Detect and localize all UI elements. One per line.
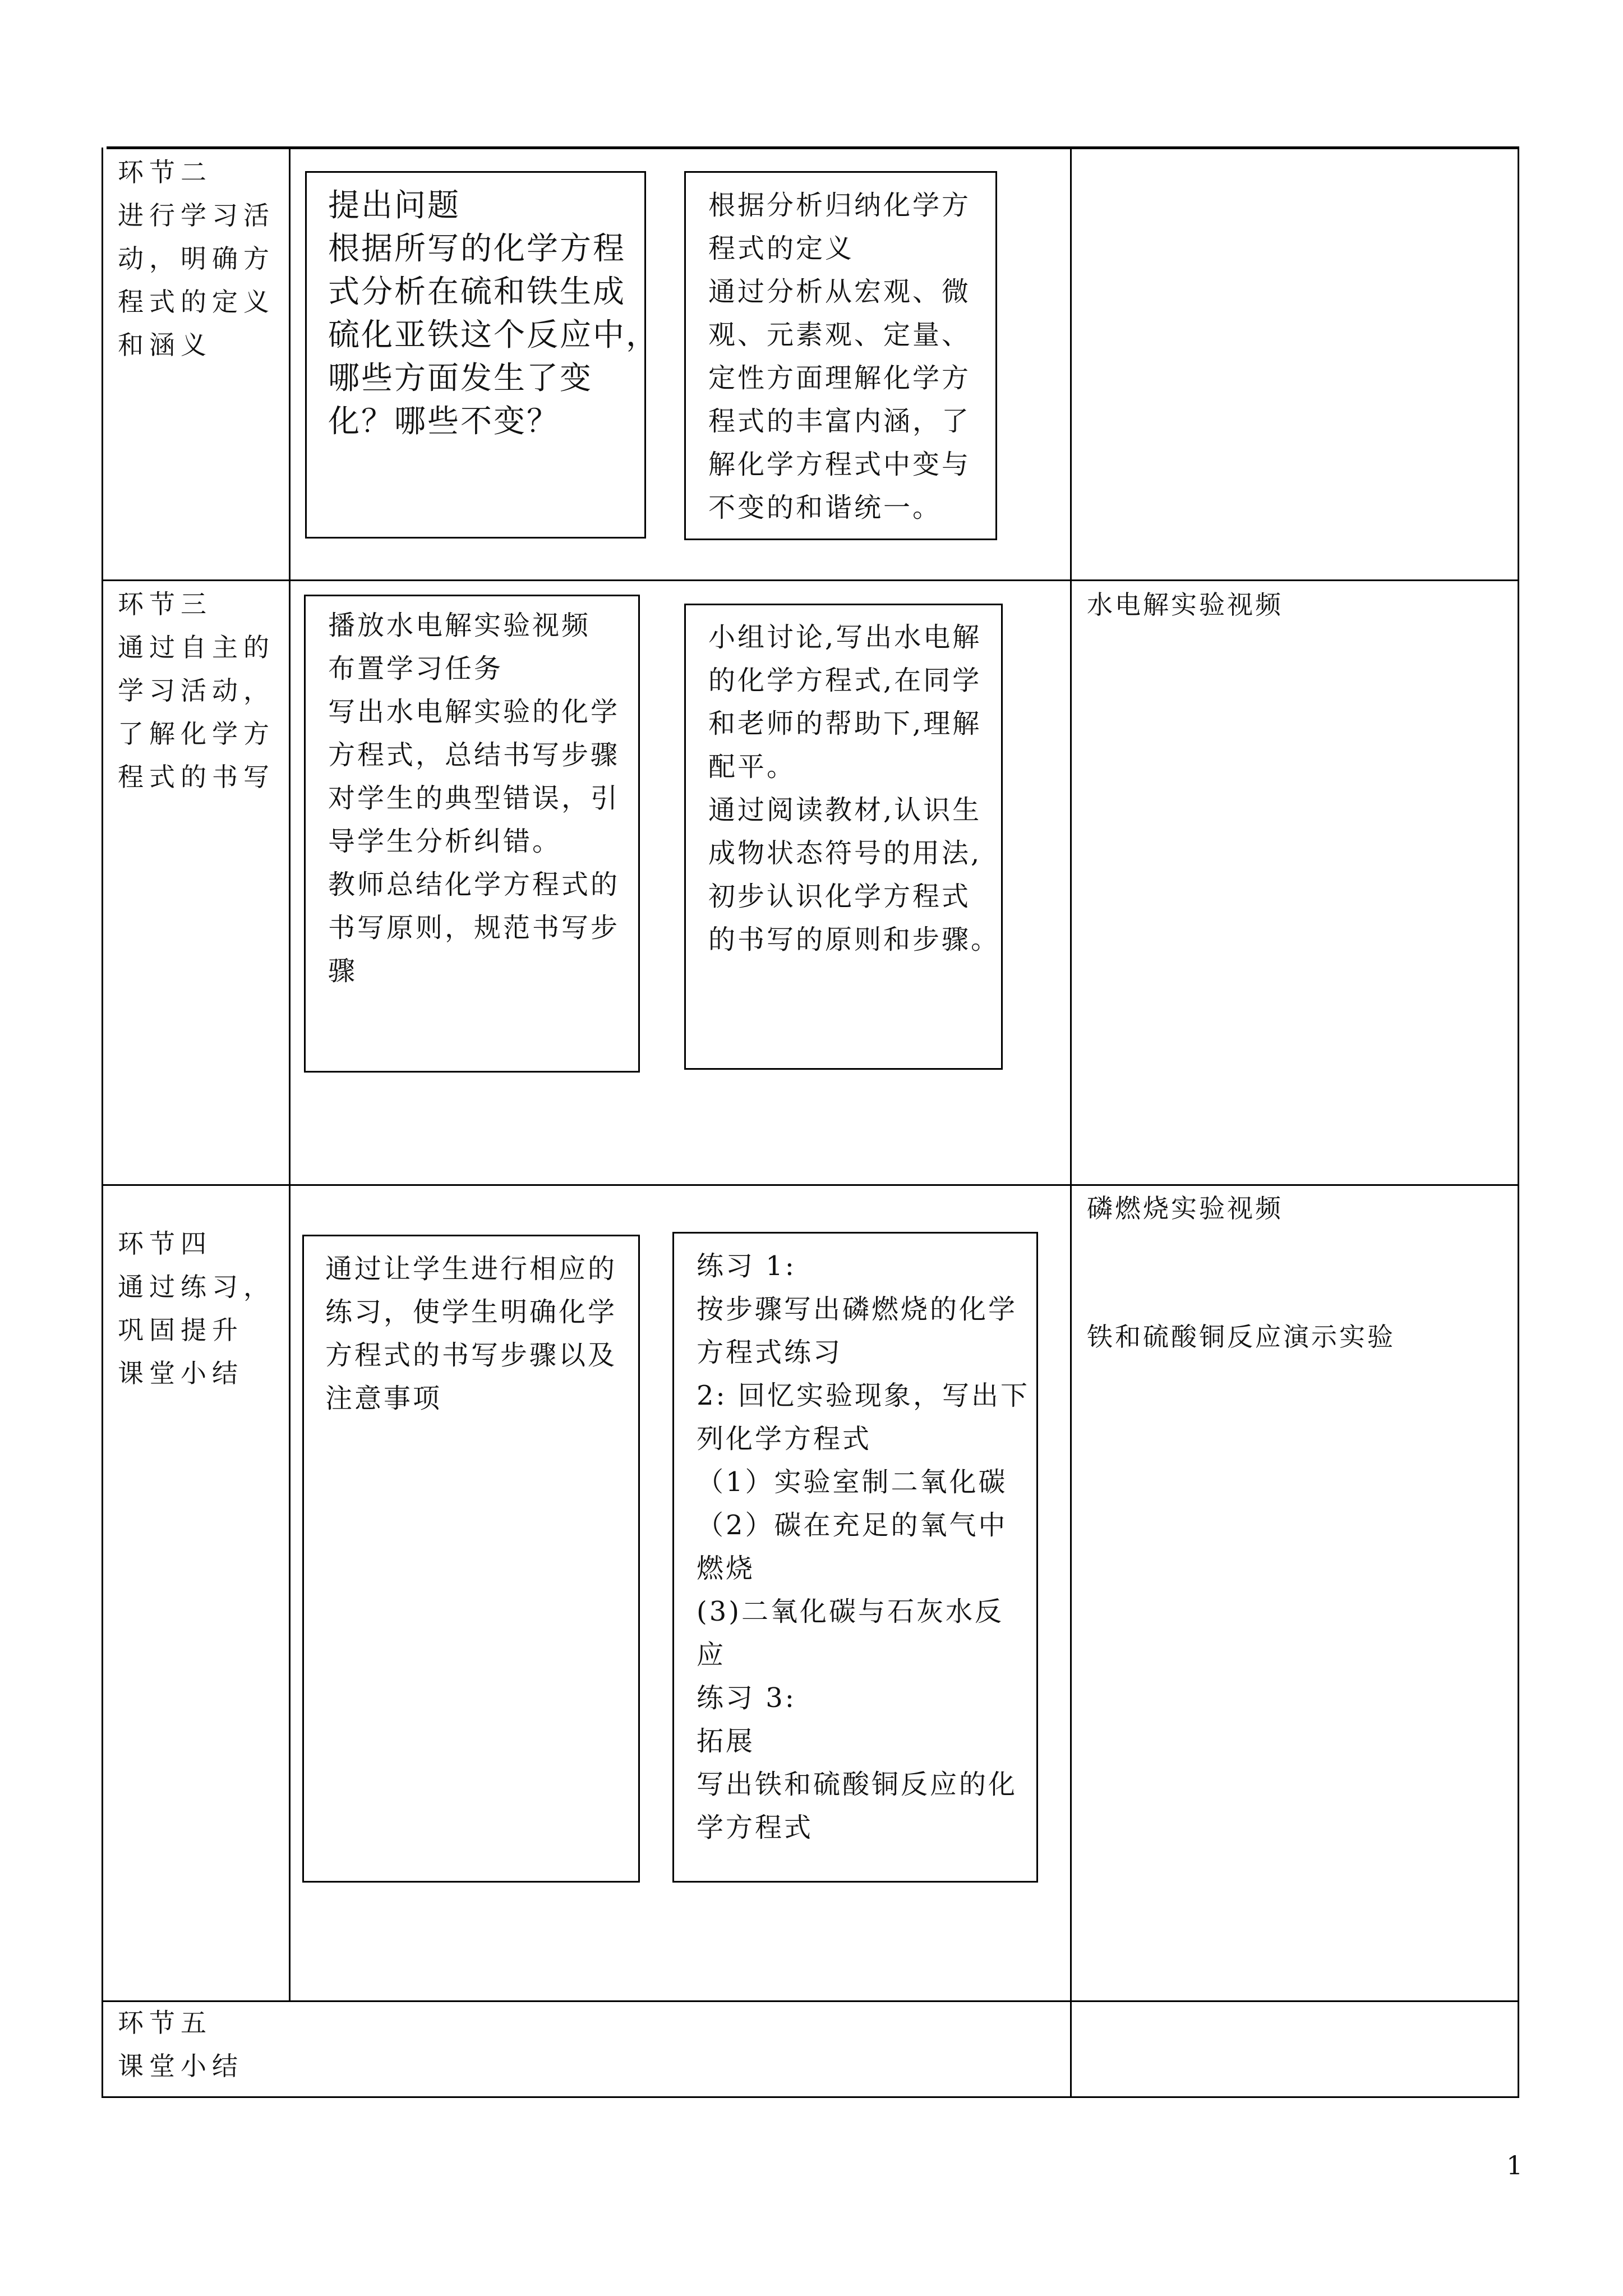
text-line: 式分析在硫和铁生成 xyxy=(328,274,626,310)
text-line: 燃烧 xyxy=(697,1553,755,1584)
text-line: 学方程式 xyxy=(697,1812,814,1843)
text-line: 化？哪些不变？ xyxy=(328,403,560,440)
student-activity-box xyxy=(684,171,997,540)
stage-label xyxy=(118,1222,275,1395)
text-line: 课堂小结 xyxy=(118,2051,243,2081)
text-line: 按步骤写出磷燃烧的化学 xyxy=(697,1294,1018,1325)
text-line: 布置学习任务 xyxy=(328,653,504,684)
text-line: 方程式，总结书写步骤 xyxy=(328,739,620,771)
text-line: 不变的和谐统一。 xyxy=(708,492,942,523)
text-line: 对学生的典型错误，引 xyxy=(328,783,620,814)
text-line: 和老师的帮助下,理解 xyxy=(708,708,982,739)
text-line: (3)二氧化碳与石灰水反 xyxy=(697,1596,1004,1627)
text-line: 方程式的书写步骤以及 xyxy=(325,1340,617,1371)
text-line: 练习 3: xyxy=(697,1682,796,1714)
text-line: 巩固提升 xyxy=(118,1315,243,1345)
text-line: 播放水电解实验视频 xyxy=(328,610,591,641)
table-column-divider xyxy=(289,148,291,2001)
text-line: 解化学方程式中变与 xyxy=(708,449,971,480)
text-line: 教师总结化学方程式的 xyxy=(328,869,620,900)
resource-text: 铁和硫酸铜反应演示实验 xyxy=(1087,1322,1395,1352)
table-left-rule xyxy=(102,148,103,2098)
text-line: 小组讨论,写出水电解 xyxy=(708,622,982,653)
text-line: 环节三 xyxy=(118,589,212,619)
text-line: 观、元素观、定量、 xyxy=(708,319,971,351)
table-bottom-rule xyxy=(102,2096,1519,2098)
table-row-divider xyxy=(102,579,1519,581)
text-line: 列化学方程式 xyxy=(697,1423,872,1455)
text-line: 练习 1: xyxy=(697,1250,796,1282)
text-line: 哪些方面发生了变 xyxy=(328,360,593,397)
text-line: 通过让学生进行相应的 xyxy=(325,1253,617,1285)
text-line: 注意事项 xyxy=(325,1383,442,1414)
text-line: 书写原则，规范书写步 xyxy=(328,912,620,944)
text-line: 环节二 xyxy=(118,157,212,187)
text-line: 骤 xyxy=(328,955,358,987)
teacher-activity-box xyxy=(302,1235,640,1883)
table-column-divider xyxy=(1070,148,1072,2098)
student-activity-box xyxy=(672,1232,1038,1883)
text-line: （2）碳在充足的氧气中 xyxy=(697,1510,1008,1541)
text-line: 环节四 xyxy=(118,1228,212,1259)
stage-label xyxy=(118,583,275,799)
text-line: 通过阅读教材,认识生 xyxy=(708,794,982,826)
text-line: 2: 回忆实验现象，写出下 xyxy=(697,1380,1030,1411)
text-line: 练习，使学生明确化学 xyxy=(325,1296,617,1328)
text-line: 提出问题 xyxy=(328,187,460,224)
text-line: 写出水电解实验的化学 xyxy=(328,696,620,728)
text-line: 初步认识化学方程式 xyxy=(708,881,971,912)
text-line: 配平。 xyxy=(708,751,796,783)
text-line: 成物状态符号的用法, xyxy=(708,838,982,869)
stage-label xyxy=(118,151,275,367)
text-line: 程式的定义 xyxy=(118,287,275,317)
text-line: 根据所写的化学方程 xyxy=(328,231,626,267)
text-line: 定性方面理解化学方 xyxy=(708,362,971,394)
text-line: 进行学习活 xyxy=(118,200,275,231)
text-line: 方程式练习 xyxy=(697,1337,843,1368)
student-activity-box xyxy=(684,604,1003,1070)
table-right-rule xyxy=(1518,148,1519,2098)
text-line: 硫化亚铁这个反应中， xyxy=(328,317,659,353)
text-line: 环节五 xyxy=(118,2008,212,2038)
text-line: 通过练习， xyxy=(118,1272,275,1302)
text-line: 了解化学方 xyxy=(118,719,275,749)
text-line: 程式的丰富内涵，了 xyxy=(708,406,971,437)
text-line: 动，明确方 xyxy=(118,243,275,274)
resource-text: 磷燃烧实验视频 xyxy=(1087,1193,1283,1223)
text-line: 和涵义 xyxy=(118,330,212,360)
text-line: 根据分析归纳化学方 xyxy=(708,190,971,221)
text-line: 程式的定义 xyxy=(708,233,855,264)
page-number: 1 xyxy=(1506,2150,1523,2180)
text-line: 写出铁和硫酸铜反应的化 xyxy=(697,1769,1018,1800)
teacher-activity-box xyxy=(304,595,640,1073)
text-line: 导学生分析纠错。 xyxy=(328,826,562,857)
teacher-activity-box xyxy=(305,171,659,539)
table-row-divider xyxy=(102,2000,1519,2002)
text-line: 通过分析从宏观、微 xyxy=(708,276,971,307)
text-line: 的书写的原则和步骤。 xyxy=(708,924,1000,955)
text-line: 应 xyxy=(697,1639,726,1671)
text-line: 的化学方程式,在同学 xyxy=(708,665,982,696)
text-line: 课堂小结 xyxy=(118,1358,243,1388)
table-row-divider xyxy=(102,1184,1519,1186)
table-top-rule xyxy=(107,146,1519,149)
text-line: 学习活动， xyxy=(118,675,275,706)
text-line: 拓展 xyxy=(697,1726,755,1757)
text-line: 程式的书写 xyxy=(118,762,275,792)
text-line: （1）实验室制二氧化碳 xyxy=(697,1466,1008,1498)
text-line: 通过自主的 xyxy=(118,632,275,662)
stage-label xyxy=(118,2001,243,2088)
resource-text: 水电解实验视频 xyxy=(1087,590,1283,620)
